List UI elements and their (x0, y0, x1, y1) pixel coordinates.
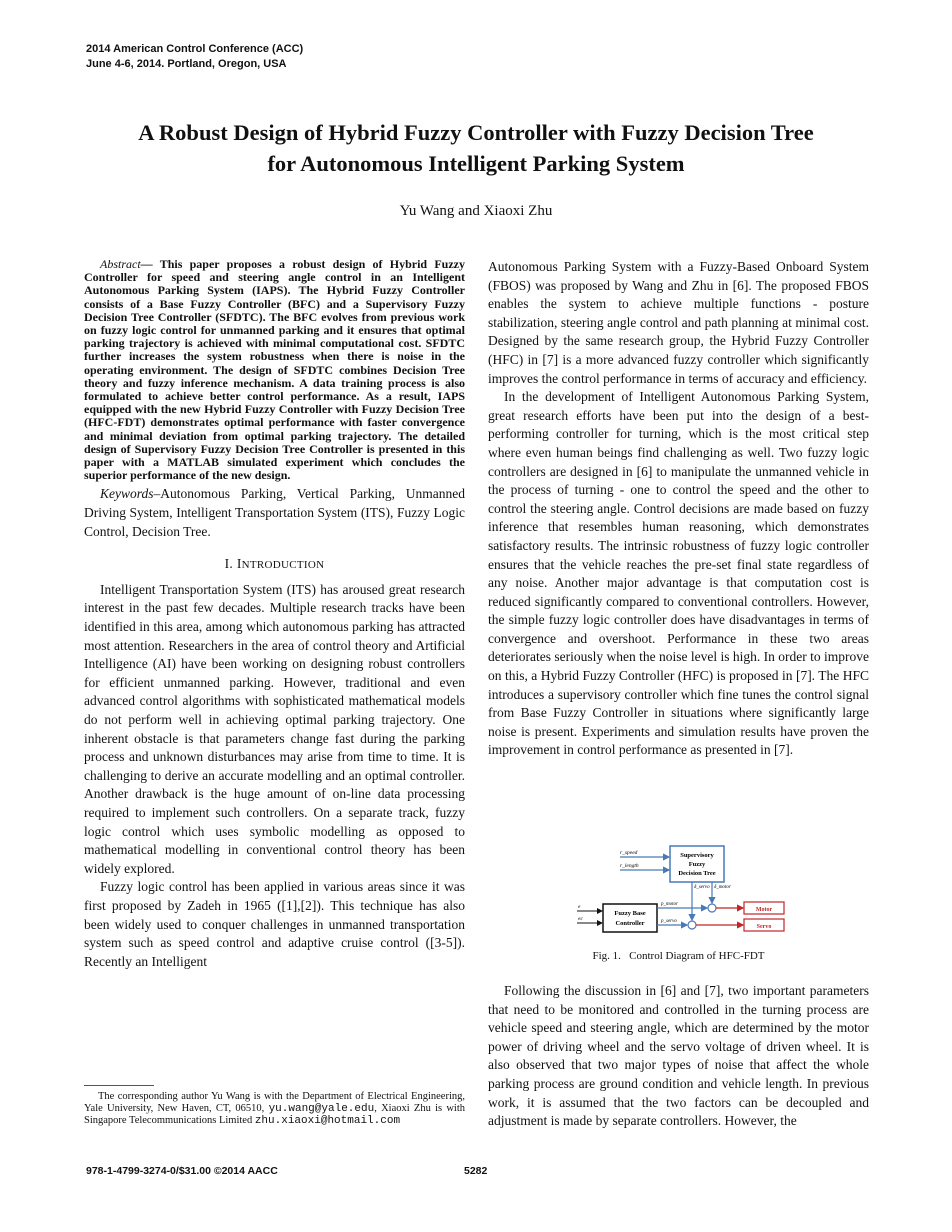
sum-junction-servo (688, 921, 696, 929)
paragraph: Autonomous Parking System with a Fuzzy-Based Onboard System (FBOS) was proposed by Wang and Zhu in [6]. The proposed FBOS enables the system to achieve multiple functions - posture stabilization, steering angle control and path planning at minimal cost. Designed by the same research group, the Hybrid Fuzzy Controller (HFC) in [7] is a more advanced fuzzy controller which significantly improves the control performance in terms of accuracy and efficiency. (488, 259, 869, 386)
title-line-2: for Autonomous Intelligent Parking System (267, 151, 685, 176)
footer-isbn: 978-1-4799-3274-0/$31.00 ©2014 AACC (86, 1165, 278, 1177)
conference-header (86, 42, 303, 72)
signal-servo-label: δ_servo (694, 885, 710, 890)
paragraph: Fuzzy logic control has been applied in various areas since it was first proposed by Zadeh in 1965 ([1],[2]). This technique has also been widely used to conquer challenges in unmanned transportation system such as speed control and adaptive cruise control ([3-5]). Recently an Intelligent (84, 879, 465, 969)
left-column (84, 258, 465, 971)
figure-control-diagram (575, 840, 795, 940)
keywords-label: Keywords (100, 486, 154, 502)
paper-title (60, 117, 892, 179)
right-column (488, 258, 869, 760)
signal-pmotor-label: p_motor (661, 902, 678, 907)
title-line-1: A Robust Design of Hybrid Fuzzy Controller with Fuzzy Decision Tree (138, 120, 814, 145)
email-link[interactable]: yu.wang@yale.edu (268, 1103, 375, 1115)
conference-name: 2014 American Control Conference (ACC) (86, 43, 304, 55)
sfdt-label: Decision Tree (678, 870, 716, 877)
abstract (84, 258, 465, 482)
sum-junction-motor (708, 904, 716, 912)
email-link[interactable]: zhu.xiaoxi@hotmail.com (254, 1115, 401, 1127)
bfc-label: Fuzzy Base (614, 910, 646, 917)
input-speed-label: r_speed (620, 850, 638, 856)
signal-motor-label: δ_motor (714, 885, 731, 890)
signal-pservo-label: p_servo (661, 919, 677, 924)
section-heading-introduction: I. INTRODUCTION (224, 556, 325, 572)
sfdt-label: Supervisory (680, 852, 714, 859)
keywords (84, 485, 465, 541)
right-column-continued (488, 982, 869, 1131)
abstract-text: — This paper proposes a robust design of Hybrid Fuzzy Controller for speed and steering angle control in an Intelligent Autonomous Parking System (IAPS). The Hybrid Fuzzy Controller consists of a Base Fuzzy Controller (BFC) and a Supervisory Fuzzy Decision Tree Controller (SFDTC). The BFC evolves from previous work on fuzzy logic control for unmanned parking and it ensures that optimal parking trajectory is achieved with minimal computational cost. SFDTC further increases the system robustness when there is noise in the operating environment. The design of SFDTC combines Decision Tree theory and fuzzy inference mechanism. A data training process is also formulated to achieve better control performance. As a result, IAPS equipped with the new Hybrid Fuzzy Controller with Fuzzy Decision Tree (HFC-FDT) demonstrates optimal performance with faster convergence and minimal deviation from optimal parking trajectory. The detailed design of Supervisory Fuzzy Decision Tree Controller is presented in this paper with a MATLAB simulated experiment which concludes the superior performance of the new design. (84, 257, 465, 483)
abstract-label: Abstract (100, 257, 141, 271)
input-ec-label: ec (578, 916, 583, 922)
footnote: The corresponding author Yu Wang is with the Department of Electrical Engineering, Yale University, New Haven, CT, 06510, yu.wang@yale.edu, Xiaoxi Zhu is with Singapore Telecommunications Limited zhu.xiaoxi@hotmail.com (84, 1091, 466, 1127)
bfc-box (603, 904, 657, 932)
servo-label: Servo (756, 924, 772, 930)
figure-caption-text: Control Diagram of HFC-FDT (629, 950, 765, 962)
paragraph: Following the discussion in [6] and [7], two important parameters that need to be monitored and controlled in the turning process are vehicle speed and steering angle, which are determined by the motor power of driving wheel and the servo voltage of driven wheel. It is also observed that two major types of noise that affect the whole parking process are ground condition and vehicle length. In previous work, it is assumed that the two factors can be decoupled and adjustment is made by separate controllers. However, the (488, 983, 869, 1129)
conference-dates: June 4-6, 2014. Portland, Oregon, USA (86, 58, 287, 70)
bfc-label: Controller (615, 920, 645, 927)
paragraph: In the development of Intelligent Autonomous Parking System, great research efforts have been put into the design of a best-performing controller for turning, which is the most critical step where even human beings find challenging as well. Two fuzzy logic controllers are designed in [6] to manipulate the unmanned vehicle in the process of turning - one to control the speed and the other to control the steering angle. Control decisions are made based on fuzzy inference that resembles human reasoning, which demonstrates satisfactory results. The intrinsic robustness of fuzzy logic controller ensures that the vehicle reaches the pre-set final state regardless of any noise. Another major advantage is that computation cost is reduced significantly compared to conventional controllers. However, the simple fuzzy logic controller does have disadvantages in terms of convergence and overshoot. Performance in these two areas deteriorates seriously when the noise level is high. In order to improve on this, a Hybrid Fuzzy Controller (HFC) is proposed in [7]. The HFC introduces a supervisory controller which fine tunes the control signal from Base Fuzzy Controller in situations where significantly large noise is present. Experiments and simulation results have proven the improvement in control performance as presented in [7]. (488, 389, 869, 758)
figure-caption (488, 950, 869, 962)
footnote-rule (84, 1085, 154, 1086)
input-e-label: e (578, 904, 581, 910)
page-number: 5282 (464, 1165, 488, 1177)
keywords-text: –Autonomous Parking, Vertical Parking, Unmanned Driving System, Intelligent Transportation System (ITS), Fuzzy Logic Control, Decision Tree. (84, 486, 465, 539)
figure-caption-label: Fig. 1. (592, 950, 621, 962)
input-length-label: r_length (620, 863, 639, 869)
authors: Yu Wang and Xiaoxi Zhu (399, 203, 553, 219)
motor-label: Motor (755, 907, 773, 913)
paragraph: Intelligent Transportation System (ITS) has aroused great research interest in the past few decades. Multiple research tracks have been identified in this area, among which autonomous parking has attracted most attention. Researchers in the area of control theory and Artificial Intelligence (AI) have been working on designing robust controllers for efficient unmanned parking. However, traditional and even advanced control algorithms with sophisticated mathematical models do not perform well in achieving optimal parking trajectory. One inherent obstacle is that parameters change fast during the parking process and unknown disturbances may arise from time to time. It is challenging to derive an accurate modelling and an optimal controller. Another drawback is the huge amount of on-line data processing required to implement such controllers. On a separate track, fuzzy logic control which uses symbolic modelling as opposed to mathematical modelling in conventional control theory has been widely explored. (84, 581, 465, 876)
sfdt-label: Fuzzy (688, 861, 706, 868)
